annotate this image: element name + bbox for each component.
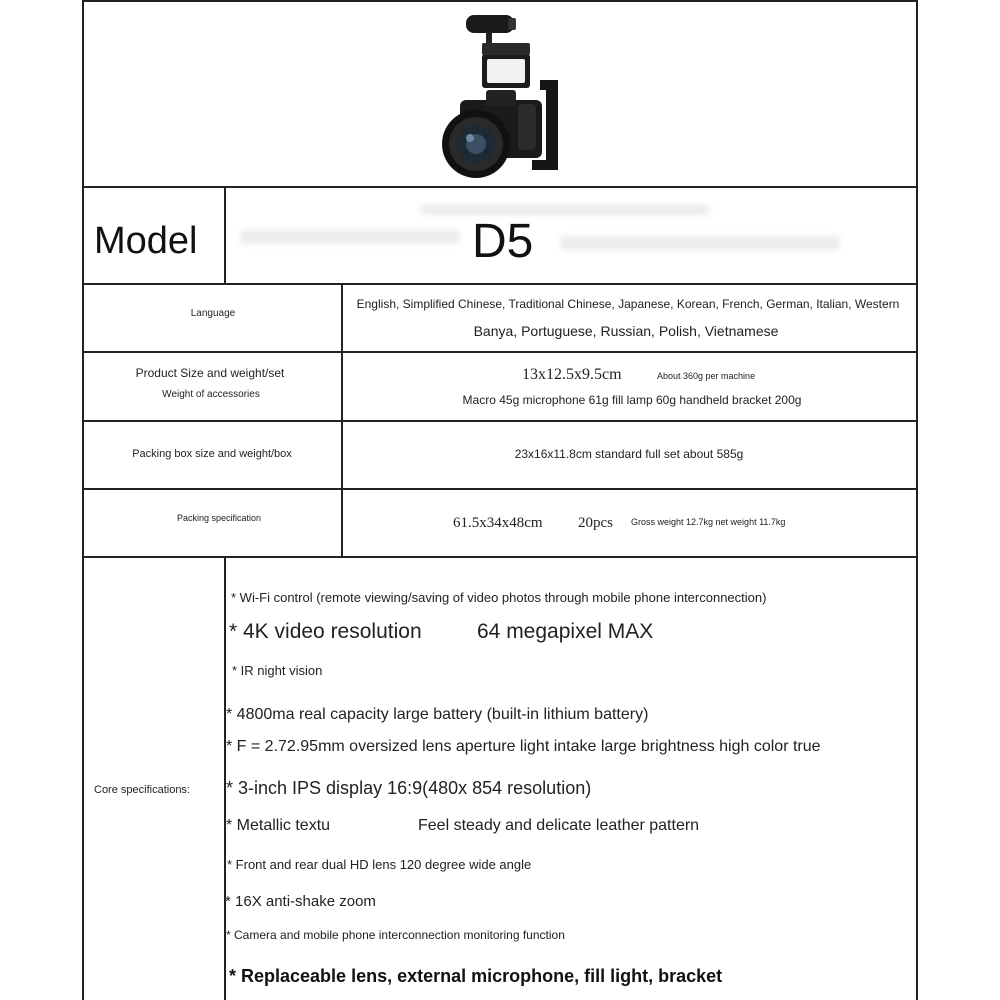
size-label: Product Size and weight/set: [135, 366, 285, 380]
col-divider-specs: [341, 284, 343, 557]
border-top: [82, 0, 918, 2]
model-value: D5: [472, 215, 534, 268]
spec-item: * 16X anti-shake zoom: [225, 893, 376, 910]
core-label: Core specifications:: [94, 784, 190, 796]
watermark-smudge: [240, 230, 460, 244]
row-divider: [82, 351, 918, 353]
box-value: 23x16x11.8cm standard full set about 585g: [514, 447, 744, 461]
border-right: [916, 0, 918, 1000]
accessories-label: Weight of accessories: [162, 389, 260, 400]
row-divider: [82, 186, 918, 188]
row-divider: [82, 488, 918, 490]
box-label: Packing box size and weight/box: [132, 448, 292, 460]
border-left: [82, 0, 84, 1000]
spec-item: * 4K video resolution: [229, 620, 422, 643]
packing-qty: 20pcs: [578, 515, 613, 531]
model-label: Model: [94, 220, 198, 262]
language-list-line2: Banya, Portuguese, Russian, Polish, Vietnamese: [473, 323, 779, 339]
camera-kit-icon: [430, 10, 570, 180]
spec-item: * Front and rear dual HD lens 120 degree wide angle: [227, 857, 532, 872]
spec-item: 64 megapixel MAX: [477, 620, 654, 643]
watermark-smudge: [560, 236, 840, 250]
packing-label: Packing specification: [176, 513, 262, 523]
row-divider: [82, 420, 918, 422]
product-weight: About 360g per machine: [657, 371, 756, 381]
accessories-weight: Macro 45g microphone 61g fill lamp 60g handheld bracket 200g: [462, 393, 802, 407]
spec-item: * Replaceable lens, external microphone, fill light, bracket: [229, 966, 723, 986]
spec-item: * IR night vision: [232, 663, 323, 678]
spec-item: * 3-inch IPS display 16:9(480x 854 resolution): [226, 778, 592, 798]
spec-item: * 4800ma real capacity large battery (built-in lithium battery): [226, 706, 649, 723]
packing-weights: Gross weight 12.7kg net weight 11.7kg: [631, 517, 786, 527]
language-list-line1: English, Simplified Chinese, Traditional Chinese, Japanese, Korean, French, German, Italian, Western: [356, 297, 900, 311]
spec-item: Feel steady and delicate leather pattern: [418, 817, 700, 834]
col-divider-model: [224, 187, 226, 284]
product-size: 13x12.5x9.5cm: [522, 366, 622, 383]
spec-item: * Metallic textu: [226, 817, 331, 834]
packing-dims: 61.5x34x48cm: [453, 515, 543, 531]
watermark-smudge: [420, 205, 710, 215]
row-divider: [82, 283, 918, 285]
spec-item: * Camera and mobile phone interconnection monitoring function: [226, 928, 565, 942]
spec-item: * F = 2.72.95mm oversized lens aperture light intake large brightness high color true: [226, 738, 821, 755]
row-divider: [82, 556, 918, 558]
spec-item: * Wi-Fi control (remote viewing/saving of video photos through mobile phone interconnection): [231, 590, 767, 605]
product-image: [430, 10, 570, 180]
language-label: Language: [190, 308, 236, 319]
